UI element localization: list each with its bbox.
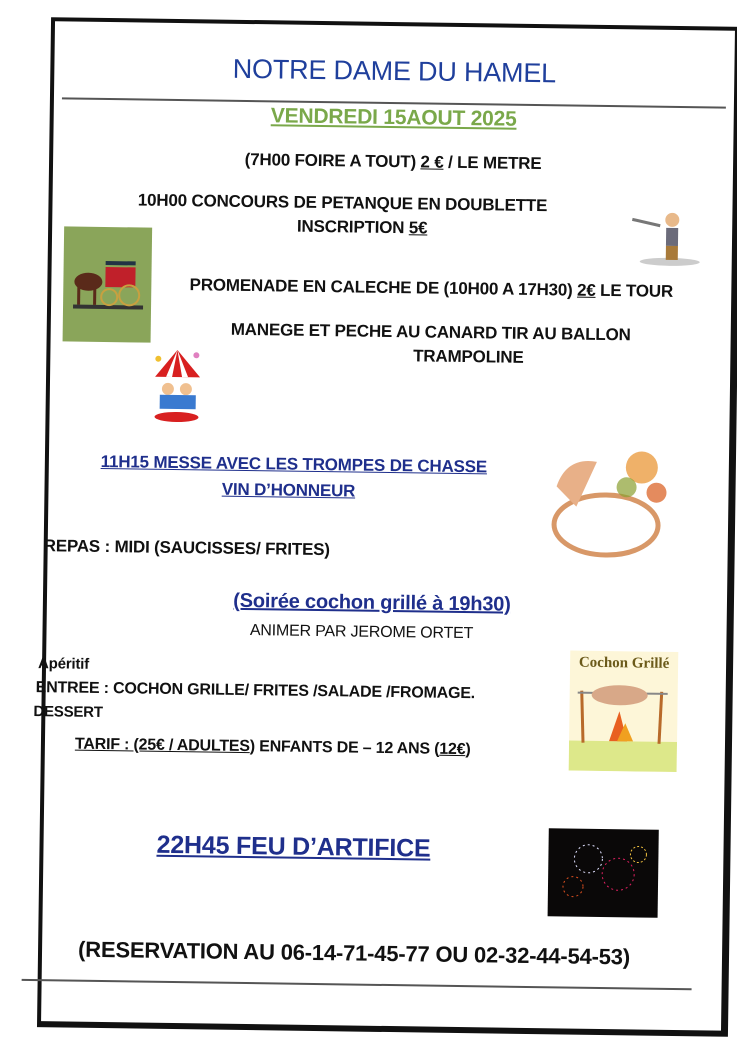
messe-line1: 11H15 MESSE AVEC LES TROMPES DE CHASSE (100, 451, 488, 477)
foire-price: 2 € (420, 152, 444, 172)
menu-dessert: DESSERT (33, 703, 103, 722)
tarif-mid: ) ENFANTS DE – 12 ANS ( (249, 738, 440, 758)
reservation-line: (RESERVATION AU 06-14-71-45-77 OU 02-32-44-54-53) (77, 936, 631, 970)
foire-line (245, 150, 542, 174)
repas-line: REPAS : MIDI (SAUCISSES/ FRITES) (43, 536, 330, 560)
tarif-line (75, 736, 471, 760)
tarif-end: ) (465, 741, 471, 759)
fireworks-image (548, 828, 659, 918)
petanque-line2 (297, 217, 428, 239)
cochon-grille-caption: Cochon Grillé (578, 654, 670, 672)
manege-line2: TRAMPOLINE (413, 346, 524, 367)
event-date: VENDREDI 15AOUT 2025 (270, 104, 517, 131)
caleche-line (189, 275, 673, 302)
hunting-horn-image (545, 446, 672, 566)
petanque-label: INSCRIPTION (296, 216, 410, 238)
trumpet-player-image (630, 207, 703, 268)
fireworks-heading: 22H45 FEU D’ARTIFICE (156, 830, 431, 863)
caleche-price: 2€ (576, 280, 596, 300)
petanque-line1: 10H00 CONCOURS DE PETANQUE EN DOUBLETTE (137, 190, 548, 216)
menu-entree: ENTREE : COCHON GRILLE/ FRITES /SALADE /FROMAGE. (35, 679, 476, 703)
flyer-title: NOTRE DAME DU HAMEL (232, 53, 557, 89)
caleche-suffix: LE TOUR (595, 280, 674, 301)
caleche-prefix: PROMENADE EN CALECHE DE (10H00 A 17H30) (189, 275, 578, 300)
tarif-child: 12€ (439, 740, 466, 759)
petanque-price: 5€ (408, 218, 428, 238)
tarif-adult: TARIF : (25€ / ADULTES (74, 735, 250, 756)
foire-prefix: (7H00 FOIRE A TOUT) (244, 149, 421, 172)
bottom-divider (22, 979, 692, 990)
soiree-animation: ANIMER PAR JEROME ORTET (249, 622, 474, 643)
soiree-title: (Soirée cochon grillé à 19h30) (233, 589, 511, 616)
menu-aperitif: Apéritif (37, 655, 90, 673)
cochon-grille-image (569, 651, 679, 772)
manege-line1: MANEGE ET PECHE AU CANARD TIR AU BALLON (230, 319, 631, 345)
flyer-page (33, 17, 737, 1037)
messe-line2: VIN D’HONNEUR (221, 479, 356, 501)
foire-suffix: / LE METRE (443, 152, 542, 174)
caleche-image (63, 226, 153, 342)
carousel-image (149, 345, 205, 426)
